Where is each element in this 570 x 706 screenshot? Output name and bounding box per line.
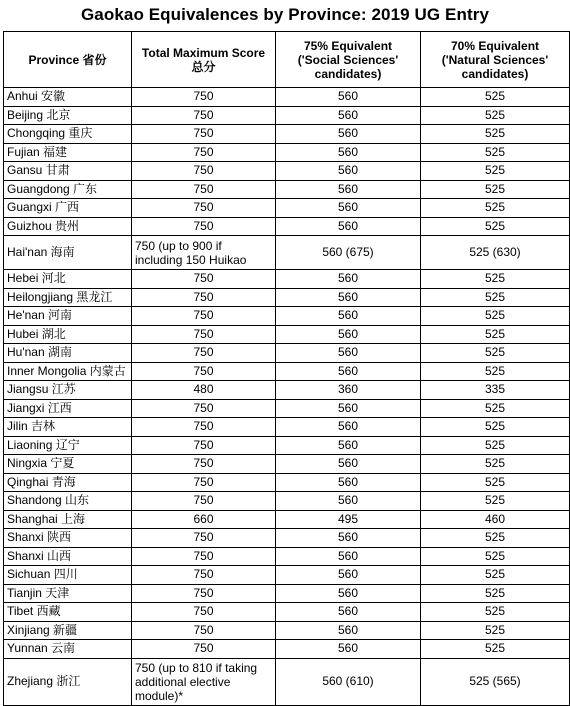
natural-equivalent-cell: 525 <box>421 399 570 418</box>
table-row <box>4 436 570 455</box>
table-header-row <box>4 32 570 88</box>
province-cell: Yunnan 云南 <box>4 640 132 659</box>
social-equivalent-cell: 560 <box>276 125 421 144</box>
province-cell: Sichuan 四川 <box>4 566 132 585</box>
natural-equivalent-cell: 525 <box>421 566 570 585</box>
social-equivalent-cell: 360 <box>276 381 421 400</box>
max-score-cell: 750 <box>132 399 276 418</box>
natural-equivalent-cell: 525 <box>421 455 570 474</box>
natural-equivalent-cell: 335 <box>421 381 570 400</box>
header-natural-sciences <box>421 32 570 88</box>
province-cell: Guangdong 广东 <box>4 180 132 199</box>
header-social-line3: candidates) <box>314 66 382 81</box>
social-equivalent-cell: 560 <box>276 621 421 640</box>
max-score-cell: 750 <box>132 125 276 144</box>
natural-equivalent-cell: 525 <box>421 621 570 640</box>
natural-equivalent-cell: 525 <box>421 88 570 107</box>
natural-equivalent-cell: 525 (565) <box>421 658 570 705</box>
province-cell: Ningxia 宁夏 <box>4 455 132 474</box>
max-score-cell: 750 <box>132 640 276 659</box>
header-social-line1: 75% Equivalent <box>303 38 393 53</box>
table-row <box>4 658 570 705</box>
province-cell: Guangxi 广西 <box>4 199 132 218</box>
natural-equivalent-cell: 525 <box>421 344 570 363</box>
header-social-line2: ('Social Sciences' <box>297 52 399 67</box>
social-equivalent-cell: 560 <box>276 547 421 566</box>
table-row <box>4 473 570 492</box>
header-max-line1: Total Maximum Score <box>141 45 266 60</box>
table-row <box>4 566 570 585</box>
header-province-label: Province 省份 <box>28 52 107 67</box>
max-score-cell: 750 <box>132 436 276 455</box>
max-score-cell: 750 <box>132 288 276 307</box>
table-row <box>4 199 570 218</box>
natural-equivalent-cell: 525 <box>421 106 570 125</box>
social-equivalent-cell: 560 <box>276 603 421 622</box>
max-score-cell: 750 <box>132 621 276 640</box>
max-score-cell: 750 <box>132 199 276 218</box>
natural-equivalent-cell: 525 <box>421 492 570 511</box>
header-max-score <box>132 32 276 88</box>
natural-equivalent-cell: 525 <box>421 603 570 622</box>
province-cell: Shanghai 上海 <box>4 510 132 529</box>
social-equivalent-cell: 560 <box>276 566 421 585</box>
social-equivalent-cell: 560 <box>276 344 421 363</box>
social-equivalent-cell: 560 <box>276 436 421 455</box>
header-province <box>4 32 132 88</box>
natural-equivalent-cell: 525 <box>421 199 570 218</box>
social-equivalent-cell: 560 <box>276 88 421 107</box>
max-score-cell: 750 <box>132 217 276 236</box>
max-score-cell: 750 <box>132 106 276 125</box>
max-score-cell: 750 <box>132 307 276 326</box>
header-social-sciences <box>276 32 421 88</box>
province-cell: Guizhou 贵州 <box>4 217 132 236</box>
social-equivalent-cell: 560 <box>276 640 421 659</box>
table-row <box>4 344 570 363</box>
province-cell: Hai'nan 海南 <box>4 236 132 270</box>
table-row <box>4 325 570 344</box>
table-row <box>4 603 570 622</box>
table-row <box>4 217 570 236</box>
province-cell: Jilin 吉林 <box>4 418 132 437</box>
table-body <box>4 88 570 706</box>
table-row <box>4 162 570 181</box>
province-cell: Heilongjiang 黑龙江 <box>4 288 132 307</box>
table-row <box>4 288 570 307</box>
table-row <box>4 584 570 603</box>
natural-equivalent-cell: 525 <box>421 584 570 603</box>
province-cell: Xinjiang 新疆 <box>4 621 132 640</box>
natural-equivalent-cell: 525 <box>421 217 570 236</box>
province-cell: Hubei 湖北 <box>4 325 132 344</box>
province-cell: Liaoning 辽宁 <box>4 436 132 455</box>
max-score-cell: 750 <box>132 162 276 181</box>
province-cell: Tibet 西藏 <box>4 603 132 622</box>
province-cell: Chongqing 重庆 <box>4 125 132 144</box>
natural-equivalent-cell: 460 <box>421 510 570 529</box>
natural-equivalent-cell: 525 <box>421 325 570 344</box>
social-equivalent-cell: 560 <box>276 199 421 218</box>
max-score-cell: 750 <box>132 455 276 474</box>
province-cell: Shanxi 山西 <box>4 547 132 566</box>
province-cell: Tianjin 天津 <box>4 584 132 603</box>
social-equivalent-cell: 495 <box>276 510 421 529</box>
max-score-cell: 750 <box>132 473 276 492</box>
max-score-cell: 750 <box>132 529 276 548</box>
natural-equivalent-cell: 525 <box>421 162 570 181</box>
table-row <box>4 143 570 162</box>
social-equivalent-cell: 560 <box>276 584 421 603</box>
table-row <box>4 180 570 199</box>
table-row <box>4 547 570 566</box>
province-cell: Jiangsu 江苏 <box>4 381 132 400</box>
max-score-cell: 750 <box>132 270 276 289</box>
social-equivalent-cell: 560 <box>276 399 421 418</box>
social-equivalent-cell: 560 <box>276 162 421 181</box>
table-row <box>4 307 570 326</box>
social-equivalent-cell: 560 (610) <box>276 658 421 705</box>
page-title: Gaokao Equivalences by Province: 2019 UG Entry <box>80 5 490 24</box>
natural-equivalent-cell: 525 <box>421 180 570 199</box>
natural-equivalent-cell: 525 <box>421 640 570 659</box>
social-equivalent-cell: 560 <box>276 143 421 162</box>
natural-equivalent-cell: 525 <box>421 307 570 326</box>
natural-equivalent-cell: 525 <box>421 125 570 144</box>
max-score-cell: 750 (up to 900 if including 150 Huikao <box>132 236 276 270</box>
table-row <box>4 381 570 400</box>
social-equivalent-cell: 560 <box>276 362 421 381</box>
province-cell: Inner Mongolia 内蒙古 <box>4 362 132 381</box>
table-row <box>4 270 570 289</box>
social-equivalent-cell: 560 <box>276 418 421 437</box>
province-cell: Beijing 北京 <box>4 106 132 125</box>
equivalence-table <box>3 31 570 706</box>
province-cell: Shanxi 陕西 <box>4 529 132 548</box>
table-row <box>4 510 570 529</box>
max-score-cell: 750 <box>132 566 276 585</box>
max-score-cell: 750 <box>132 325 276 344</box>
social-equivalent-cell: 560 <box>276 106 421 125</box>
max-score-cell: 480 <box>132 381 276 400</box>
header-natural-line3: candidates) <box>461 66 529 81</box>
max-score-cell: 750 <box>132 547 276 566</box>
province-cell: Shandong 山东 <box>4 492 132 511</box>
table-row <box>4 362 570 381</box>
province-cell: Hu'nan 湖南 <box>4 344 132 363</box>
social-equivalent-cell: 560 <box>276 307 421 326</box>
table-row <box>4 418 570 437</box>
table-row <box>4 236 570 270</box>
table-row <box>4 125 570 144</box>
table-row <box>4 492 570 511</box>
natural-equivalent-cell: 525 (630) <box>421 236 570 270</box>
header-natural-line1: 70% Equivalent <box>450 38 540 53</box>
natural-equivalent-cell: 525 <box>421 436 570 455</box>
max-score-cell: 750 <box>132 492 276 511</box>
max-score-cell: 750 <box>132 88 276 107</box>
max-score-cell: 750 <box>132 143 276 162</box>
natural-equivalent-cell: 525 <box>421 362 570 381</box>
social-equivalent-cell: 560 <box>276 455 421 474</box>
table-row <box>4 455 570 474</box>
max-score-cell: 750 <box>132 418 276 437</box>
province-cell: Qinghai 青海 <box>4 473 132 492</box>
social-equivalent-cell: 560 <box>276 529 421 548</box>
social-equivalent-cell: 560 (675) <box>276 236 421 270</box>
province-cell: Hebei 河北 <box>4 270 132 289</box>
natural-equivalent-cell: 525 <box>421 547 570 566</box>
natural-equivalent-cell: 525 <box>421 288 570 307</box>
max-score-cell: 750 <box>132 362 276 381</box>
table-row <box>4 640 570 659</box>
natural-equivalent-cell: 525 <box>421 143 570 162</box>
province-cell: Anhui 安徽 <box>4 88 132 107</box>
social-equivalent-cell: 560 <box>276 180 421 199</box>
max-score-cell: 750 <box>132 584 276 603</box>
max-score-cell: 750 <box>132 344 276 363</box>
natural-equivalent-cell: 525 <box>421 473 570 492</box>
province-cell: He'nan 河南 <box>4 307 132 326</box>
max-score-cell: 750 <box>132 180 276 199</box>
province-cell: Jiangxi 江西 <box>4 399 132 418</box>
social-equivalent-cell: 560 <box>276 288 421 307</box>
province-cell: Gansu 甘肃 <box>4 162 132 181</box>
social-equivalent-cell: 560 <box>276 217 421 236</box>
social-equivalent-cell: 560 <box>276 492 421 511</box>
natural-equivalent-cell: 525 <box>421 418 570 437</box>
province-cell: Zhejiang 浙江 <box>4 658 132 705</box>
max-score-cell: 660 <box>132 510 276 529</box>
social-equivalent-cell: 560 <box>276 270 421 289</box>
header-natural-line2: ('Natural Sciences' <box>441 52 549 67</box>
header-max-line2: 总分 <box>191 59 216 74</box>
table-row <box>4 621 570 640</box>
table-row <box>4 529 570 548</box>
province-cell: Fujian 福建 <box>4 143 132 162</box>
natural-equivalent-cell: 525 <box>421 529 570 548</box>
max-score-cell: 750 <box>132 603 276 622</box>
social-equivalent-cell: 560 <box>276 325 421 344</box>
table-row <box>4 106 570 125</box>
social-equivalent-cell: 560 <box>276 473 421 492</box>
table-row <box>4 399 570 418</box>
table-row <box>4 88 570 107</box>
natural-equivalent-cell: 525 <box>421 270 570 289</box>
max-score-cell: 750 (up to 810 if taking additional elective module)* <box>132 658 276 705</box>
